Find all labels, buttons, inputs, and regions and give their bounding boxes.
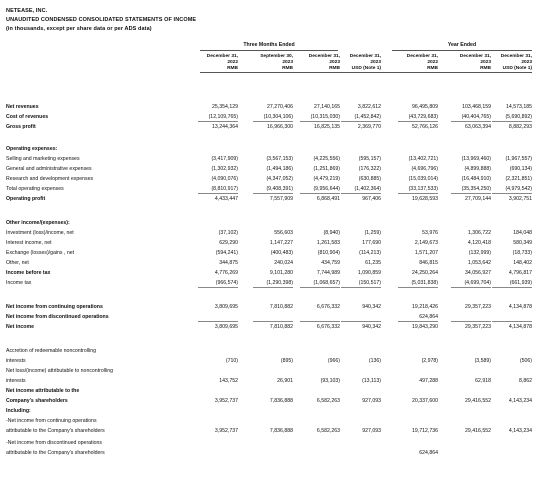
statement-row (0, 426, 540, 436)
row-value-col-5: (2,978) (421, 358, 438, 364)
year-group-header: Year Ended (447, 42, 477, 48)
row-label: -Net income from discontinued operations (6, 440, 103, 446)
row-label: Net income from continuing operations (6, 304, 103, 310)
row-value-col-3: (9,956,644) (313, 186, 340, 192)
row-value-col-3: (1,251,869) (313, 166, 340, 172)
row-value-col-5: 624,864 (419, 314, 438, 320)
statement-row (0, 102, 540, 112)
row-value-col-6: 62,918 (475, 378, 491, 384)
row-value-col-4: 940,342 (362, 304, 381, 310)
row-value-col-4: (595,157) (358, 156, 381, 162)
column-header-1-line1: December 31, (206, 54, 238, 59)
row-value-col-2: (9,408,391) (266, 186, 293, 192)
row-value-col-3: 434,759 (321, 260, 340, 266)
row-value-col-1: (1,302,932) (211, 166, 238, 172)
statement-row (0, 386, 540, 396)
row-value-col-3: 6,582,263 (316, 428, 340, 434)
row-value-col-2: 9,101,280 (269, 270, 293, 276)
three-months-group-header: Three Months Ended (243, 42, 295, 48)
column-header-7-line3: USD (Note 1) (502, 66, 532, 71)
row-value-col-3: (10,315,030) (310, 114, 340, 120)
row-label: Net loss/(income) attributable to noncontrolling (6, 368, 113, 374)
row-value-col-3: 6,676,332 (316, 324, 340, 330)
subtotal-rule (492, 287, 532, 288)
statement-row (0, 238, 540, 248)
column-header-5-line2: 2022 (427, 60, 438, 65)
row-value-col-3: (4,225,556) (313, 156, 340, 162)
row-value-col-5: 19,712,736 (412, 428, 438, 434)
row-value-col-7: 14,573,185 (506, 104, 532, 110)
subtotal-rule (253, 287, 293, 288)
row-value-col-5: 497,288 (419, 378, 438, 384)
statement-row (0, 144, 540, 154)
row-value-col-4: 927,093 (362, 428, 381, 434)
column-header-4-line3: USD (Note 1) (351, 66, 381, 71)
row-value-col-5: 624,864 (419, 450, 438, 456)
subtotal-rule (398, 287, 438, 288)
column-header-2-line2: 2023 (282, 60, 293, 65)
row-label: Other, net (6, 260, 29, 266)
row-value-col-1: (710) (225, 358, 238, 364)
row-label: interests (6, 358, 26, 364)
row-value-col-7: (5,690,892) (505, 114, 532, 120)
row-value-col-6: (16,484,910) (461, 176, 491, 182)
row-value-col-4: (1,402,364) (354, 186, 381, 192)
row-value-col-7: 580,349 (513, 240, 532, 246)
row-value-col-7: 148,402 (513, 260, 532, 266)
row-value-col-6: 1,306,722 (467, 230, 491, 236)
row-label: Company's shareholders (6, 398, 68, 404)
row-label: Selling and marketing expenses (6, 156, 80, 162)
row-value-col-1: (3,417,909) (211, 156, 238, 162)
row-value-col-5: (5,031,838) (411, 280, 438, 286)
row-label: Income before tax (6, 270, 51, 276)
row-value-col-3: 16,825,135 (314, 124, 340, 130)
row-value-col-2: 7,836,888 (269, 428, 293, 434)
row-value-col-3: (93,103) (320, 378, 340, 384)
row-value-col-7: 4,134,878 (508, 324, 532, 330)
header-bottom-rule (200, 72, 532, 73)
statement-row (0, 438, 540, 448)
row-value-col-2: 27,270,406 (267, 104, 293, 110)
statement-row (0, 346, 540, 356)
row-label: Net income from discontinued operations (6, 314, 109, 320)
row-value-col-4: (176,322) (358, 166, 381, 172)
row-value-col-2: 7,557,909 (269, 196, 293, 202)
row-value-col-7: 3,902,751 (508, 196, 532, 202)
row-value-col-1: 344,875 (219, 260, 238, 266)
row-label: Income tax (6, 280, 32, 286)
statement-row (0, 396, 540, 406)
units-note: (in thousands, except per share data or per ADS data) (6, 26, 152, 32)
row-value-col-2: (10,304,106) (263, 114, 293, 120)
row-value-col-4: (630,885) (358, 176, 381, 182)
row-value-col-6: 1,053,642 (467, 260, 491, 266)
column-header-1-line2: 2022 (227, 60, 238, 65)
statement-row (0, 218, 540, 228)
row-value-col-4: (136) (368, 358, 381, 364)
column-header-6-line2: 2023 (480, 60, 491, 65)
row-label: Other income/(expenses): (6, 220, 70, 226)
row-value-col-7: 4,134,878 (508, 304, 532, 310)
row-value-col-2: 7,836,888 (269, 398, 293, 404)
statement-row (0, 164, 540, 174)
row-value-col-7: 8,862 (519, 378, 532, 384)
row-value-col-1: (4,090,076) (211, 176, 238, 182)
row-value-col-4: (114,213) (359, 250, 381, 256)
row-label: General and administrative expenses (6, 166, 92, 172)
row-value-col-5: 1,571,207 (414, 250, 438, 256)
row-label: Net income attributable to the (6, 388, 80, 394)
column-header-1-line3: RMB (227, 66, 238, 71)
row-value-col-2: (895) (280, 358, 293, 364)
row-label: Net income (6, 324, 34, 330)
row-label: Total operating expenses (6, 186, 64, 192)
row-value-col-6: (3,589) (474, 358, 491, 364)
column-header-2-line3: RMB (282, 66, 293, 71)
row-value-col-1: 3,809,695 (214, 304, 238, 310)
row-label: Investment (loss)/income, net (6, 230, 74, 236)
row-value-col-6: (40,404,765) (461, 114, 491, 120)
row-value-col-2: (400,483) (270, 250, 293, 256)
row-label: attributable to the Company's shareholders (6, 428, 105, 434)
row-label: Accretion of redeemable noncontrolling (6, 348, 96, 354)
row-value-col-1: 25,354,129 (212, 104, 238, 110)
row-label: Cost of revenues (6, 114, 49, 120)
row-label: Net revenues (6, 104, 39, 110)
column-header-6-line3: RMB (480, 66, 491, 71)
row-value-col-6: (35,354,250) (461, 186, 491, 192)
year-underline (392, 50, 532, 51)
row-value-col-2: (1,290,398) (266, 280, 293, 286)
row-value-col-3: 6,582,263 (316, 398, 340, 404)
column-header-3-line1: December 31, (308, 54, 340, 59)
row-label: Operating profit (6, 196, 46, 202)
column-header-3-line3: RMB (329, 66, 340, 71)
row-label: interests (6, 378, 26, 384)
row-value-col-4: 177,690 (362, 240, 381, 246)
row-value-col-4: (13,113) (362, 378, 381, 384)
subtotal-rule (198, 287, 238, 288)
row-label: Interest income, net (6, 240, 52, 246)
row-value-col-1: (8,810,917) (211, 186, 238, 192)
row-value-col-3: (810,904) (317, 250, 340, 256)
row-value-col-2: (1,494,186) (266, 166, 293, 172)
row-value-col-7: (2,321,851) (505, 176, 532, 182)
row-value-col-6: 34,056,927 (465, 270, 491, 276)
row-value-col-7: 4,143,234 (508, 428, 532, 434)
row-value-col-3: 7,744,989 (316, 270, 340, 276)
row-value-col-5: 96,495,809 (412, 104, 438, 110)
statement-row (0, 366, 540, 376)
row-value-col-1: 4,776,269 (214, 270, 238, 276)
statement-row (0, 302, 540, 312)
row-value-col-5: (4,696,796) (411, 166, 438, 172)
row-value-col-5: 19,628,593 (412, 196, 438, 202)
row-value-col-4: 940,342 (362, 324, 381, 330)
column-header-4-line1: December 31, (349, 54, 381, 59)
row-value-col-4: (1,259) (364, 230, 381, 236)
statement-row (0, 174, 540, 184)
three-months-underline (200, 50, 338, 51)
row-value-col-4: 3,822,612 (357, 104, 381, 110)
row-value-col-7: 4,796,817 (508, 270, 532, 276)
row-value-col-3: 27,140,165 (314, 104, 340, 110)
row-value-col-3: 6,868,491 (316, 196, 340, 202)
row-value-col-1: (37,102) (218, 230, 238, 236)
row-value-col-1: 4,433,447 (214, 196, 238, 202)
row-value-col-6: (132,999) (468, 250, 491, 256)
row-value-col-7: 8,882,293 (508, 124, 532, 130)
statement-row (0, 122, 540, 132)
row-value-col-7: (506) (519, 358, 532, 364)
row-label: attributable to the Company's shareholders (6, 450, 105, 456)
row-value-col-1: (594,241) (215, 250, 238, 256)
statement-title: UNAUDITED CONDENSED CONSOLIDATED STATEMENTS OF INCOME (6, 17, 197, 23)
statement-row (0, 154, 540, 164)
row-value-col-1: (966,574) (215, 280, 238, 286)
row-value-col-7: (690,134) (509, 166, 532, 172)
statement-row (0, 376, 540, 386)
row-value-col-3: (966) (327, 358, 340, 364)
row-value-col-6: 29,357,223 (465, 324, 491, 330)
row-value-col-6: (13,969,460) (461, 156, 491, 162)
row-value-col-6: 63,063,394 (465, 124, 491, 130)
row-label: -Net income from continuing operations (6, 418, 97, 424)
row-value-col-2: 7,810,882 (269, 324, 293, 330)
column-header-3-line2: 2023 (329, 60, 340, 65)
statement-row (0, 322, 540, 332)
row-label: Research and development expenses (6, 176, 94, 182)
row-label: Operating expenses: (6, 146, 58, 152)
row-value-col-5: (13,402,721) (408, 156, 438, 162)
row-value-col-3: 6,676,332 (316, 304, 340, 310)
row-value-col-2: 240,024 (274, 260, 293, 266)
row-value-col-2: (3,567,153) (266, 156, 293, 162)
row-value-col-1: 629,290 (219, 240, 238, 246)
row-value-col-4: (150,517) (358, 280, 381, 286)
row-label: Including: (6, 408, 31, 414)
row-value-col-5: 24,250,264 (412, 270, 438, 276)
row-value-col-1: (12,109,765) (208, 114, 238, 120)
row-value-col-3: (1,068,657) (313, 280, 340, 286)
statement-row (0, 194, 540, 204)
statement-row (0, 448, 540, 458)
row-value-col-5: (15,039,014) (408, 176, 438, 182)
column-header-5-line1: December 31, (406, 54, 438, 59)
row-value-col-6: 103,468,159 (462, 104, 491, 110)
row-value-col-4: 61,235 (365, 260, 381, 266)
row-value-col-2: 1,147,227 (269, 240, 293, 246)
row-value-col-7: (18,733) (512, 250, 532, 256)
row-value-col-3: (8,940) (323, 230, 340, 236)
row-value-col-5: 53,976 (422, 230, 438, 236)
column-header-7-line1: December 31, (500, 54, 532, 59)
row-value-col-1: 143,752 (219, 378, 238, 384)
column-header-6-line1: December 31, (459, 54, 491, 59)
row-value-col-7: 4,143,234 (508, 398, 532, 404)
row-value-col-5: 20,337,600 (412, 398, 438, 404)
row-value-col-6: (4,899,888) (464, 166, 491, 172)
row-value-col-1: 3,952,737 (214, 398, 238, 404)
statement-row (0, 258, 540, 268)
statement-row (0, 416, 540, 426)
column-header-4-line2: 2023 (370, 60, 381, 65)
subtotal-rule (341, 287, 381, 288)
row-value-col-3: 1,261,583 (316, 240, 340, 246)
statement-row (0, 228, 540, 238)
company-name: NETEASE, INC. (6, 8, 48, 14)
column-header-7-line2: 2023 (521, 60, 532, 65)
row-value-col-3: (4,479,219) (313, 176, 340, 182)
row-value-col-5: (43,729,683) (408, 114, 438, 120)
row-label: Gross profit (6, 124, 36, 130)
row-value-col-2: 16,966,300 (267, 124, 293, 130)
row-label: Exchange (losses)/gains , net (6, 250, 75, 256)
row-value-col-2: (4,347,052) (266, 176, 293, 182)
column-header-5-line3: RMB (427, 66, 438, 71)
row-value-col-7: (661,939) (509, 280, 532, 286)
statement-row (0, 248, 540, 258)
row-value-col-4: 927,093 (362, 398, 381, 404)
row-value-col-6: 27,709,144 (465, 196, 491, 202)
row-value-col-4: (1,452,842) (354, 114, 381, 120)
column-header-2-line1: September 30, (260, 54, 293, 59)
statement-row (0, 356, 540, 366)
row-value-col-4: 2,369,770 (357, 124, 381, 130)
row-value-col-5: 2,149,673 (414, 240, 438, 246)
row-value-col-5: 52,766,126 (412, 124, 438, 130)
row-value-col-7: 184,048 (513, 230, 532, 236)
row-value-col-5: (33,137,533) (408, 186, 438, 192)
row-value-col-6: 4,120,418 (467, 240, 491, 246)
statement-row (0, 268, 540, 278)
statement-row (0, 406, 540, 416)
row-value-col-6: 29,416,552 (465, 428, 491, 434)
row-value-col-6: 29,357,223 (465, 304, 491, 310)
row-value-col-4: 967,406 (362, 196, 381, 202)
row-value-col-7: (4,979,542) (505, 186, 532, 192)
subtotal-rule (451, 287, 491, 288)
row-value-col-6: (4,699,704) (464, 280, 491, 286)
row-value-col-2: 556,603 (274, 230, 293, 236)
row-value-col-5: 846,815 (419, 260, 438, 266)
subtotal-rule (300, 287, 340, 288)
row-value-col-5: 19,843,290 (412, 324, 438, 330)
row-value-col-1: 3,809,695 (214, 324, 238, 330)
row-value-col-1: 13,244,364 (212, 124, 238, 130)
row-value-col-6: 29,416,552 (465, 398, 491, 404)
row-value-col-5: 19,218,426 (412, 304, 438, 310)
row-value-col-4: 1,090,859 (357, 270, 381, 276)
row-value-col-2: 26,901 (277, 378, 293, 384)
row-value-col-2: 7,810,882 (269, 304, 293, 310)
row-value-col-7: (1,967,557) (505, 156, 532, 162)
row-value-col-1: 3,952,737 (214, 428, 238, 434)
